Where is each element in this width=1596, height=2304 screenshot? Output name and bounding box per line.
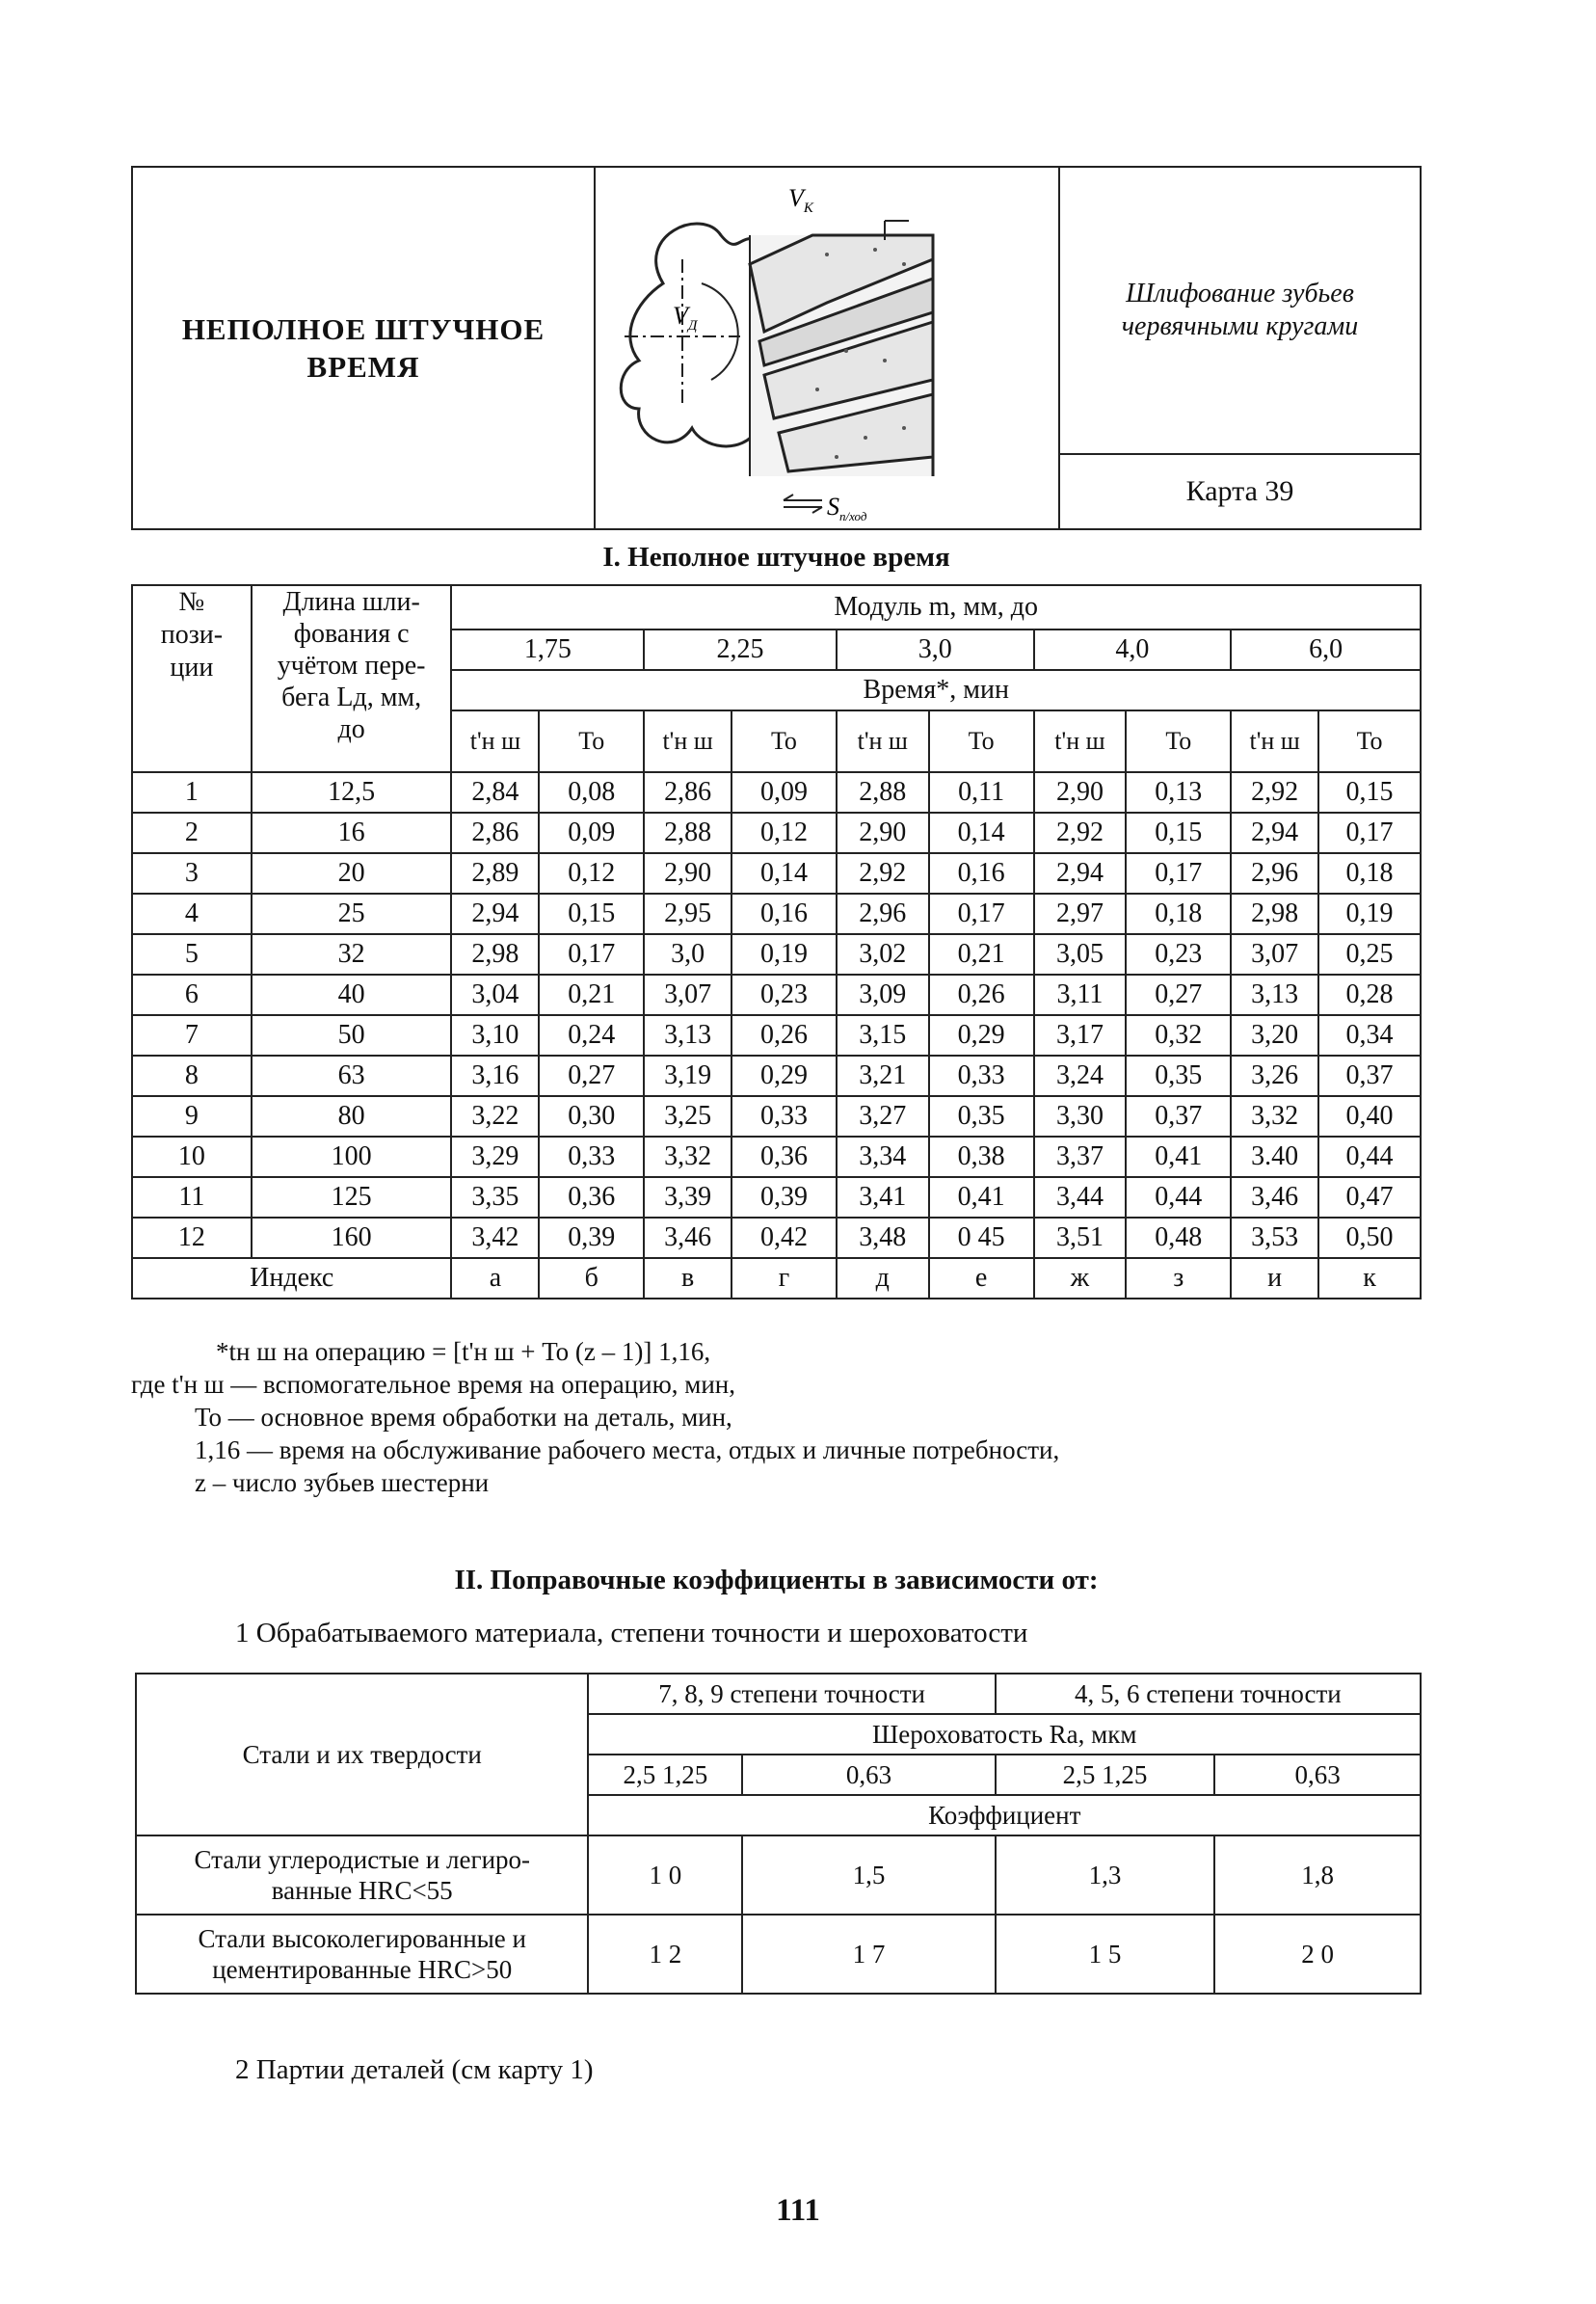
index-label: Индекс [132,1258,451,1299]
value-cell: 0,17 [929,894,1034,934]
value-cell: 3,13 [644,1015,732,1056]
value-cell: 0,21 [539,975,644,1015]
value-cell: 3,30 [1034,1096,1127,1137]
position-cell: 6 [132,975,252,1015]
table-row [136,1835,1421,1915]
accuracy-456: 4, 5, 6 степени точности [996,1674,1421,1714]
value-cell: 0,08 [539,772,644,813]
value-cell: 0,42 [732,1218,837,1258]
card-number: Карта 39 [1185,475,1294,507]
coefficient-value: 2 0 [1214,1915,1421,1994]
table-row [136,1915,1421,1994]
length-cell: 32 [252,934,452,975]
notes [131,1335,1059,1499]
value-cell: 3,24 [1034,1056,1127,1096]
value-cell: 0,17 [1318,813,1421,853]
length-cell: 125 [252,1177,452,1218]
value-cell: 3,09 [837,975,929,1015]
index-letter: д [837,1258,929,1299]
value-cell: 0,27 [539,1056,644,1096]
value-cell: 0,17 [539,934,644,975]
roughness-header: Шероховатость Ra, мкм [588,1714,1421,1755]
col-length-header [252,585,452,772]
note-formula: *tн ш на операцию = [t'н ш + То (z – 1)] 1,16, [216,1337,711,1366]
table-row [132,772,1421,813]
operation-title [1060,168,1420,455]
value-cell: 2,92 [837,853,929,894]
value-cell: 3,16 [451,1056,539,1096]
value-cell: 3,07 [1231,934,1318,975]
position-cell: 12 [132,1218,252,1258]
coefficient-value: 1,5 [742,1835,996,1915]
col-steels-header: Стали и их твердости [136,1674,588,1835]
length-cell: 40 [252,975,452,1015]
value-cell: 3,10 [451,1015,539,1056]
value-cell: 2,94 [451,894,539,934]
value-cell: 3,07 [644,975,732,1015]
time-table [131,584,1422,1299]
value-cell: 3,48 [837,1218,929,1258]
value-cell: 0,33 [732,1096,837,1137]
position-cell: 5 [132,934,252,975]
worm-grinding-illustration [596,168,1058,528]
coefficient-value: 1,8 [1214,1835,1421,1915]
position-cell: 11 [132,1177,252,1218]
table-row [132,1056,1421,1096]
value-cell: 3,42 [451,1218,539,1258]
value-cell: 3,19 [644,1056,732,1096]
value-cell: 3,37 [1034,1137,1127,1177]
subheader-cell: t'н ш [644,710,732,772]
subheader-cell: То [929,710,1034,772]
value-cell: 0,28 [1318,975,1421,1015]
note-line: 1,16 — время на обслуживание рабочего места, отдых и личные потребности, [195,1435,1060,1464]
value-cell: 0,29 [732,1056,837,1096]
value-cell: 2,90 [1034,772,1127,813]
subheader-cell: То [1318,710,1421,772]
note-line: где t'н ш — вспомогательное время на операцию, мин, [131,1370,735,1399]
value-cell: 2,88 [837,772,929,813]
length-cell: 160 [252,1218,452,1258]
value-cell: 2,96 [837,894,929,934]
col-length-line: фования с [293,619,410,649]
value-cell: 3,11 [1034,975,1127,1015]
roughness-value: 0,63 [1214,1755,1421,1795]
roughness-value: 2,5 1,25 [996,1755,1215,1795]
value-cell: 0,40 [1318,1096,1421,1137]
value-cell: 0,12 [732,813,837,853]
steel-label [136,1915,588,1994]
note-line: z – число зубьев шестерни [195,1468,490,1497]
value-cell: 0,36 [539,1177,644,1218]
subheader-cell: t'н ш [1231,710,1318,772]
table-row [132,1015,1421,1056]
value-cell: 2,92 [1231,772,1318,813]
index-letter: е [929,1258,1034,1299]
value-cell: 0,16 [929,853,1034,894]
value-cell: 0,26 [929,975,1034,1015]
value-cell: 2,88 [644,813,732,853]
value-cell: 0,14 [732,853,837,894]
value-cell: 0,13 [1126,772,1231,813]
operation-line1: Шлифование зубьев [1126,279,1354,308]
value-cell: 3,34 [837,1137,929,1177]
value-cell: 2,94 [1034,853,1127,894]
value-cell: 0,44 [1318,1137,1421,1177]
index-letter: г [732,1258,837,1299]
value-cell: 3,04 [451,975,539,1015]
value-cell: 3,32 [1231,1096,1318,1137]
value-cell: 2,90 [837,813,929,853]
module-value: 6,0 [1231,630,1421,670]
index-letter: к [1318,1258,1421,1299]
subheader-cell: То [732,710,837,772]
steel-label-line: Стали углеродистые и легиро- [194,1845,531,1874]
header-title-line2: ВРЕМЯ [306,350,420,384]
card-header [131,166,1422,530]
grinding-figure [596,168,1060,528]
coefficient-value: 1 0 [588,1835,742,1915]
value-cell: 0,24 [539,1015,644,1056]
value-cell: 3,05 [1034,934,1127,975]
value-cell: 2,98 [1231,894,1318,934]
value-cell: 0,15 [1318,772,1421,813]
value-cell: 0,39 [732,1177,837,1218]
value-cell: 0,35 [929,1096,1034,1137]
value-cell: 0,16 [732,894,837,934]
accuracy-789: 7, 8, 9 степени точности [588,1674,995,1714]
value-cell: 3,25 [644,1096,732,1137]
index-letter: ж [1034,1258,1127,1299]
subheader-cell: То [1126,710,1231,772]
position-cell: 8 [132,1056,252,1096]
steel-label [136,1835,588,1915]
value-cell: 0,50 [1318,1218,1421,1258]
value-cell: 2,89 [451,853,539,894]
value-cell: 2,90 [644,853,732,894]
col-length-line: до [337,714,365,744]
value-cell: 0,19 [732,934,837,975]
table-row [132,934,1421,975]
value-cell: 3,17 [1034,1015,1127,1056]
value-cell: 0,17 [1126,853,1231,894]
value-cell: 0,33 [539,1137,644,1177]
value-cell: 0,12 [539,853,644,894]
value-cell: 2,92 [1034,813,1127,853]
value-cell: 0,14 [929,813,1034,853]
index-row [132,1258,1421,1299]
value-cell: 2,98 [451,934,539,975]
value-cell: 3,39 [644,1177,732,1218]
value-cell: 3,53 [1231,1218,1318,1258]
position-cell: 3 [132,853,252,894]
length-cell: 63 [252,1056,452,1096]
steel-label-line: Стали высоколегированные и [198,1924,526,1953]
col-position-line: пози- [160,620,224,650]
value-cell: 2,86 [644,772,732,813]
coefficient-header: Коэффициент [588,1795,1421,1835]
length-cell: 100 [252,1137,452,1177]
value-cell: 3,32 [644,1137,732,1177]
value-cell: 0,41 [1126,1137,1231,1177]
value-cell: 0,29 [929,1015,1034,1056]
table-row [132,1177,1421,1218]
subheader-cell: t'н ш [1034,710,1127,772]
value-cell: 2,86 [451,813,539,853]
value-cell: 3,13 [1231,975,1318,1015]
value-cell: 0,27 [1126,975,1231,1015]
value-cell: 0,34 [1318,1015,1421,1056]
value-cell: 0,26 [732,1015,837,1056]
table-row [132,813,1421,853]
col-length-line: учётом пере- [277,651,426,681]
value-cell: 3,22 [451,1096,539,1137]
value-cell: 0,44 [1126,1177,1231,1218]
value-cell: 0,33 [929,1056,1034,1096]
index-letter: б [539,1258,644,1299]
subheader-cell: То [539,710,644,772]
table-row [132,1137,1421,1177]
steel-label-line: цементированные HRC>50 [212,1955,513,1984]
col-length-line: Длина шли- [282,587,420,617]
value-cell: 3,0 [644,934,732,975]
index-letter: а [451,1258,539,1299]
value-cell: 3,26 [1231,1056,1318,1096]
value-cell: 3,51 [1034,1218,1127,1258]
coefficient-value: 1 7 [742,1915,996,1994]
value-cell: 0,48 [1126,1218,1231,1258]
length-cell: 25 [252,894,452,934]
value-cell: 0,23 [1126,934,1231,975]
length-cell: 20 [252,853,452,894]
vk-label: $V_K$ [788,184,813,216]
col-position-line: № [178,587,205,617]
table-row [132,1096,1421,1137]
module-value: 4,0 [1034,630,1232,670]
value-cell: 2,97 [1034,894,1127,934]
value-cell: 0,39 [539,1218,644,1258]
value-cell: 3,27 [837,1096,929,1137]
value-cell: 3,20 [1231,1015,1318,1056]
table-row [132,1218,1421,1258]
value-cell: 3,29 [451,1137,539,1177]
position-cell: 2 [132,813,252,853]
value-cell: 0,21 [929,934,1034,975]
length-cell: 80 [252,1096,452,1137]
value-cell: 0 45 [929,1218,1034,1258]
vd-label: $V_Д$ [673,302,698,334]
value-cell: 3,35 [451,1177,539,1218]
value-cell: 0,38 [929,1137,1034,1177]
length-cell: 16 [252,813,452,853]
position-cell: 9 [132,1096,252,1137]
col-length-line: бега Lд, мм, [281,683,422,712]
value-cell: 0,32 [1126,1015,1231,1056]
length-cell: 50 [252,1015,452,1056]
steel-label-line: ванные HRC<55 [271,1876,453,1905]
note-line: То — основное время обработки на деталь, мин, [195,1403,732,1432]
value-cell: 3,21 [837,1056,929,1096]
module-value: 2,25 [644,630,837,670]
value-cell: 0,36 [732,1137,837,1177]
value-cell: 2,95 [644,894,732,934]
col-position-line: ции [170,653,214,683]
module-value: 1,75 [451,630,644,670]
value-cell: 0,15 [1126,813,1231,853]
value-cell: 3,44 [1034,1177,1127,1218]
roughness-value: 0,63 [742,1755,996,1795]
value-cell: 0,09 [732,772,837,813]
value-cell: 3,15 [837,1015,929,1056]
value-cell: 2,84 [451,772,539,813]
value-cell: 3,46 [1231,1177,1318,1218]
time-header: Время*, мин [451,670,1421,710]
value-cell: 2,96 [1231,853,1318,894]
section2-item1: 1 Обрабатываемого материала, степени точности и шероховатости [235,1618,1028,1648]
value-cell: 0,11 [929,772,1034,813]
operation-line2: червячными кругами [1121,311,1359,341]
value-cell: 0,35 [1126,1056,1231,1096]
table-row [132,894,1421,934]
position-cell: 7 [132,1015,252,1056]
value-cell: 0,41 [929,1177,1034,1218]
page-number: 111 [776,2193,820,2228]
position-cell: 10 [132,1137,252,1177]
coefficient-table [135,1673,1422,1995]
value-cell: 3.40 [1231,1137,1318,1177]
table-row [132,975,1421,1015]
value-cell: 0,19 [1318,894,1421,934]
header-title-line1: НЕПОЛНОЕ ШТУЧНОЕ [181,312,545,346]
table-row [132,853,1421,894]
subheader-cell: t'н ш [451,710,539,772]
section2-title: II. Поправочные коэффициенты в зависимости от: [454,1565,1099,1595]
roughness-value: 2,5 1,25 [588,1755,742,1795]
position-cell: 4 [132,894,252,934]
value-cell: 0,09 [539,813,644,853]
module-value: 3,0 [837,630,1034,670]
coefficient-value: 1 2 [588,1915,742,1994]
value-cell: 0,37 [1126,1096,1231,1137]
value-cell: 0,30 [539,1096,644,1137]
value-cell: 3,41 [837,1177,929,1218]
section2-item2: 2 Партии деталей (см карту 1) [235,2054,594,2085]
value-cell: 2,94 [1231,813,1318,853]
coefficient-value: 1 5 [996,1915,1215,1994]
value-cell: 0,37 [1318,1056,1421,1096]
value-cell: 0,15 [539,894,644,934]
feed-label: $S_{п/ход}$ [827,493,867,523]
module-header: Модуль m, мм, до [451,585,1421,630]
coefficient-value: 1,3 [996,1835,1215,1915]
col-position-header [132,585,252,772]
length-cell: 12,5 [252,772,452,813]
value-cell: 0,25 [1318,934,1421,975]
position-cell: 1 [132,772,252,813]
index-letter: в [644,1258,732,1299]
value-cell: 3,02 [837,934,929,975]
value-cell: 0,18 [1126,894,1231,934]
index-letter: и [1231,1258,1318,1299]
value-cell: 0,18 [1318,853,1421,894]
header-title [133,168,596,528]
index-letter: з [1126,1258,1231,1299]
subheader-cell: t'н ш [837,710,929,772]
section1-title: I. Неполное штучное время [602,542,950,573]
value-cell: 0,23 [732,975,837,1015]
value-cell: 3,46 [644,1218,732,1258]
value-cell: 0,47 [1318,1177,1421,1218]
